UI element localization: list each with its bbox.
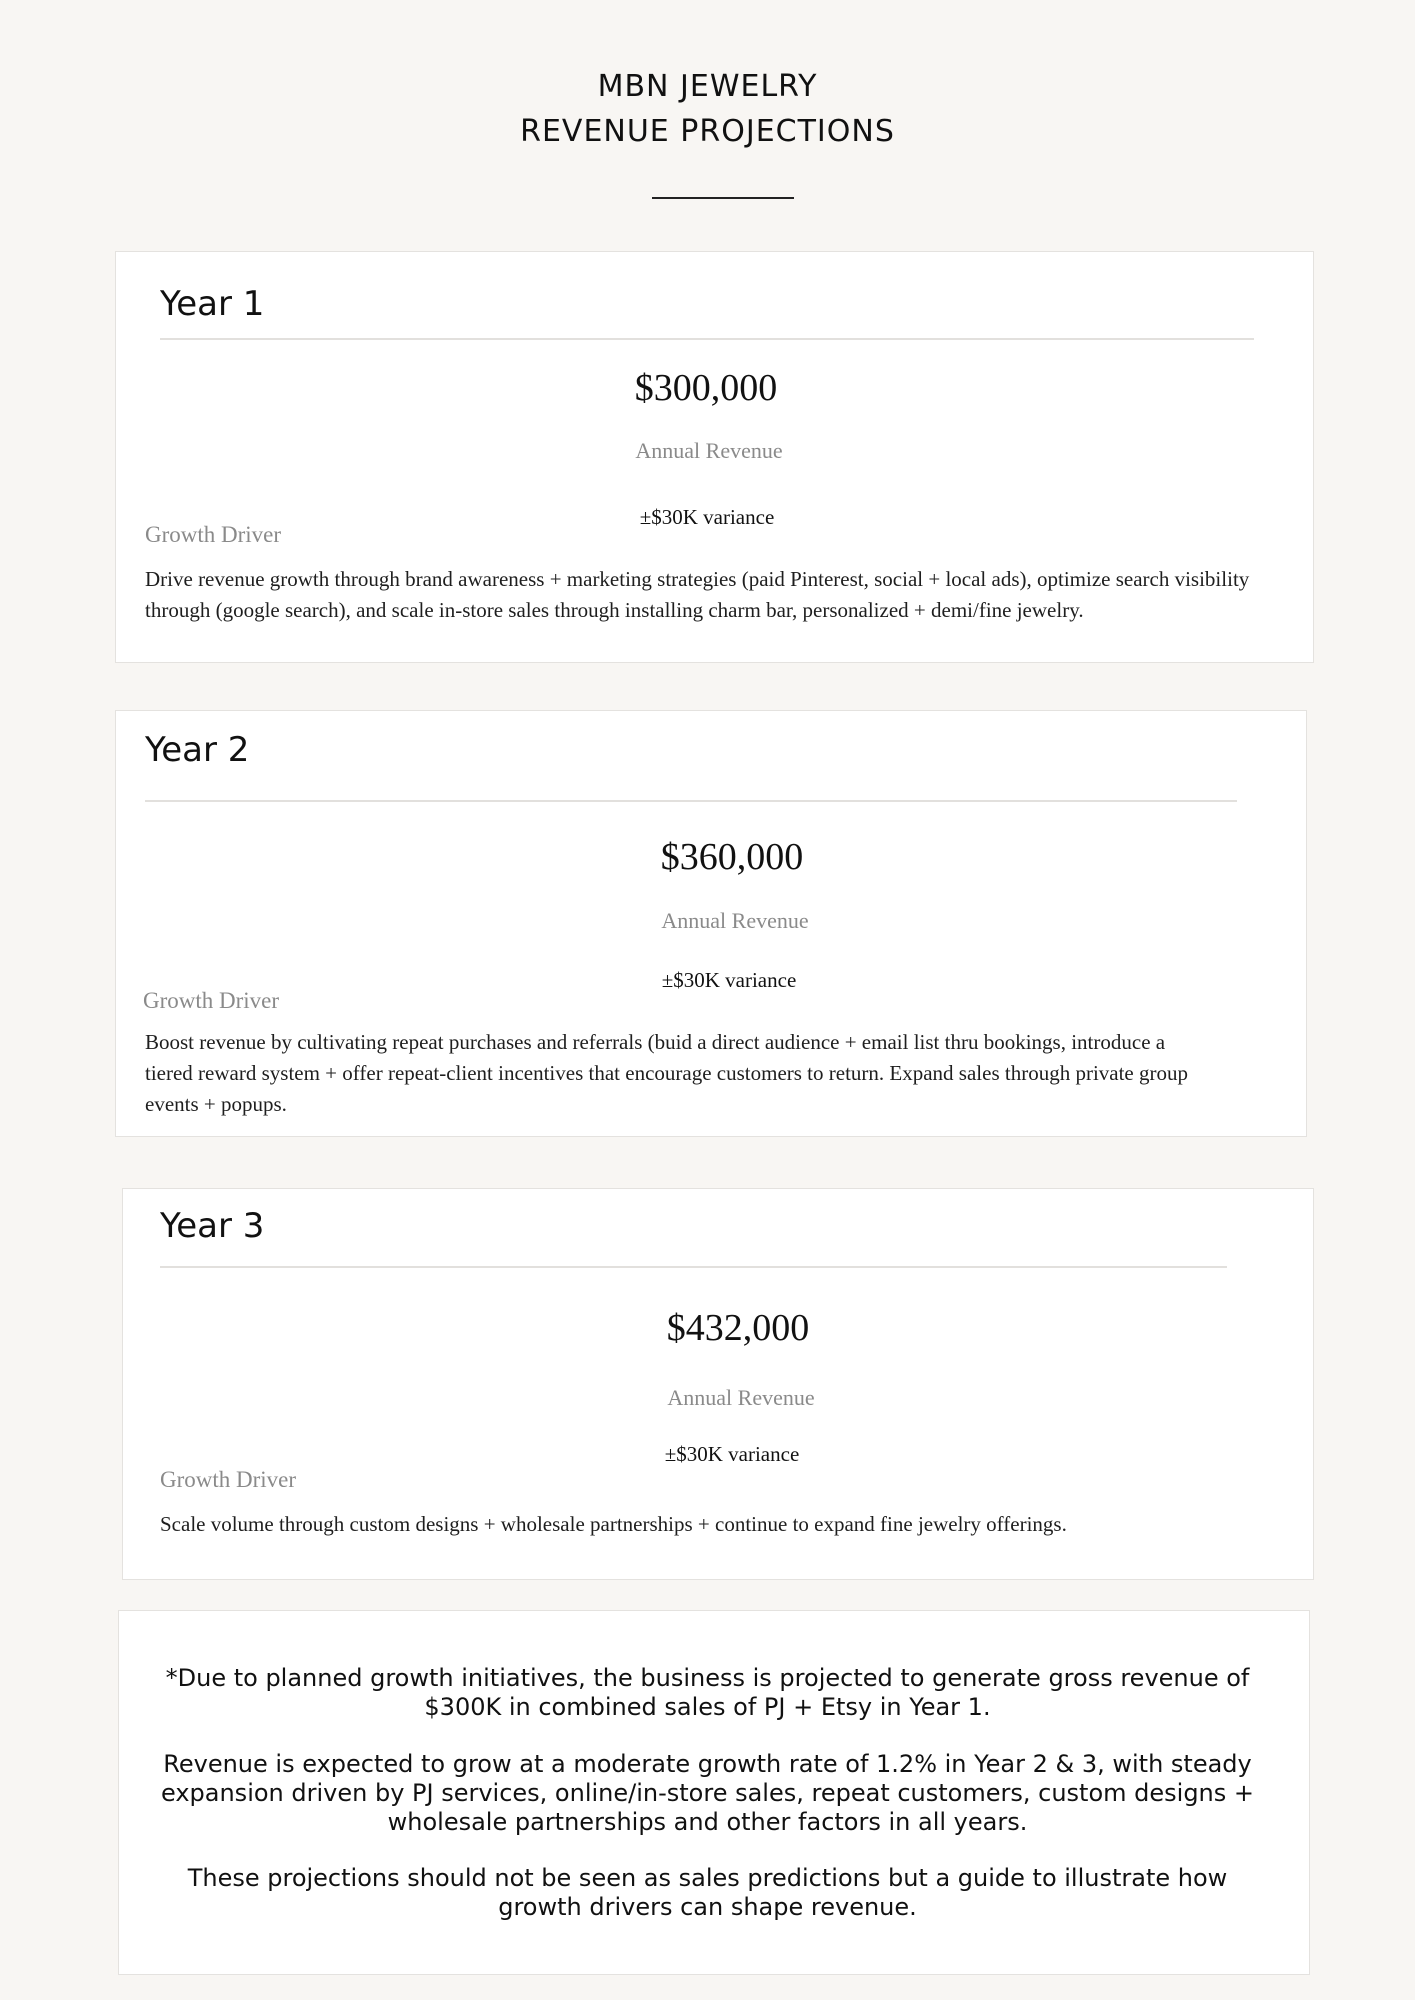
- year-1-driver-label: Growth Driver: [145, 522, 282, 547]
- note-growth-rate: Revenue is expected to grow at a moderate growth rate of 1.2% in Year 2 & 3, with steady expansion driven by PJ services, online/in-store sales, repeat customers, custom designs + wholesale partnerships and other factors in all years.: [160, 1750, 1255, 1836]
- year-3-divider: [160, 1266, 1227, 1268]
- year-1-amount: $300,000: [634, 367, 778, 409]
- year-2-driver-text: Boost revenue by cultivating repeat purchases and referrals (buid a direct audience + email list thru bookings, introduce a tiered reward system + offer repeat-client incentives that encourage customers to return. Expand sales through private group events + popups.: [145, 1030, 1188, 1116]
- page-title: REVENUE PROJECTIONS: [520, 114, 895, 149]
- year-3-variance: ±$30K variance: [664, 1442, 800, 1466]
- year-1-divider: [160, 338, 1254, 340]
- year-1-variance: ±$30K variance: [639, 505, 775, 529]
- note-year-1-projection: *Due to planned growth initiatives, the business is projected to generate gross revenue of $300K in combined sales of PJ + Etsy in Year 1.: [165, 1664, 1250, 1721]
- year-1-revenue-label: Annual Revenue: [635, 438, 783, 463]
- year-3-driver-text: Scale volume through custom designs + wholesale partnerships + continue to expand fine jewelry offerings.: [160, 1512, 1067, 1536]
- year-2-amount: $360,000: [660, 836, 804, 878]
- year-2-divider: [145, 800, 1237, 802]
- company-name: MBN JEWELRY: [597, 69, 818, 104]
- year-3-revenue-label: Annual Revenue: [667, 1385, 815, 1410]
- header-divider: [652, 197, 794, 199]
- year-2-revenue-label: Annual Revenue: [661, 908, 809, 933]
- year-1-driver-text: Drive revenue growth through brand awareness + marketing strategies (paid Pinterest, social + local ads), optimize search visibility through (google search), and scale in-store sales through installing charm bar, personalized + demi/fine jewelry.: [145, 567, 1250, 622]
- year-2-title: Year 2: [145, 730, 250, 770]
- year-3-title: Year 3: [160, 1206, 265, 1246]
- year-1-title: Year 1: [160, 284, 265, 324]
- page-header: [0, 64, 1415, 154]
- year-2-variance: ±$30K variance: [661, 968, 797, 992]
- note-disclaimer: These projections should not be seen as sales predictions but a guide to illustrate how growth drivers can shape revenue.: [187, 1864, 1228, 1921]
- year-2-driver-label: Growth Driver: [143, 988, 280, 1013]
- year-3-amount: $432,000: [666, 1307, 810, 1349]
- year-3-driver-label: Growth Driver: [160, 1467, 297, 1492]
